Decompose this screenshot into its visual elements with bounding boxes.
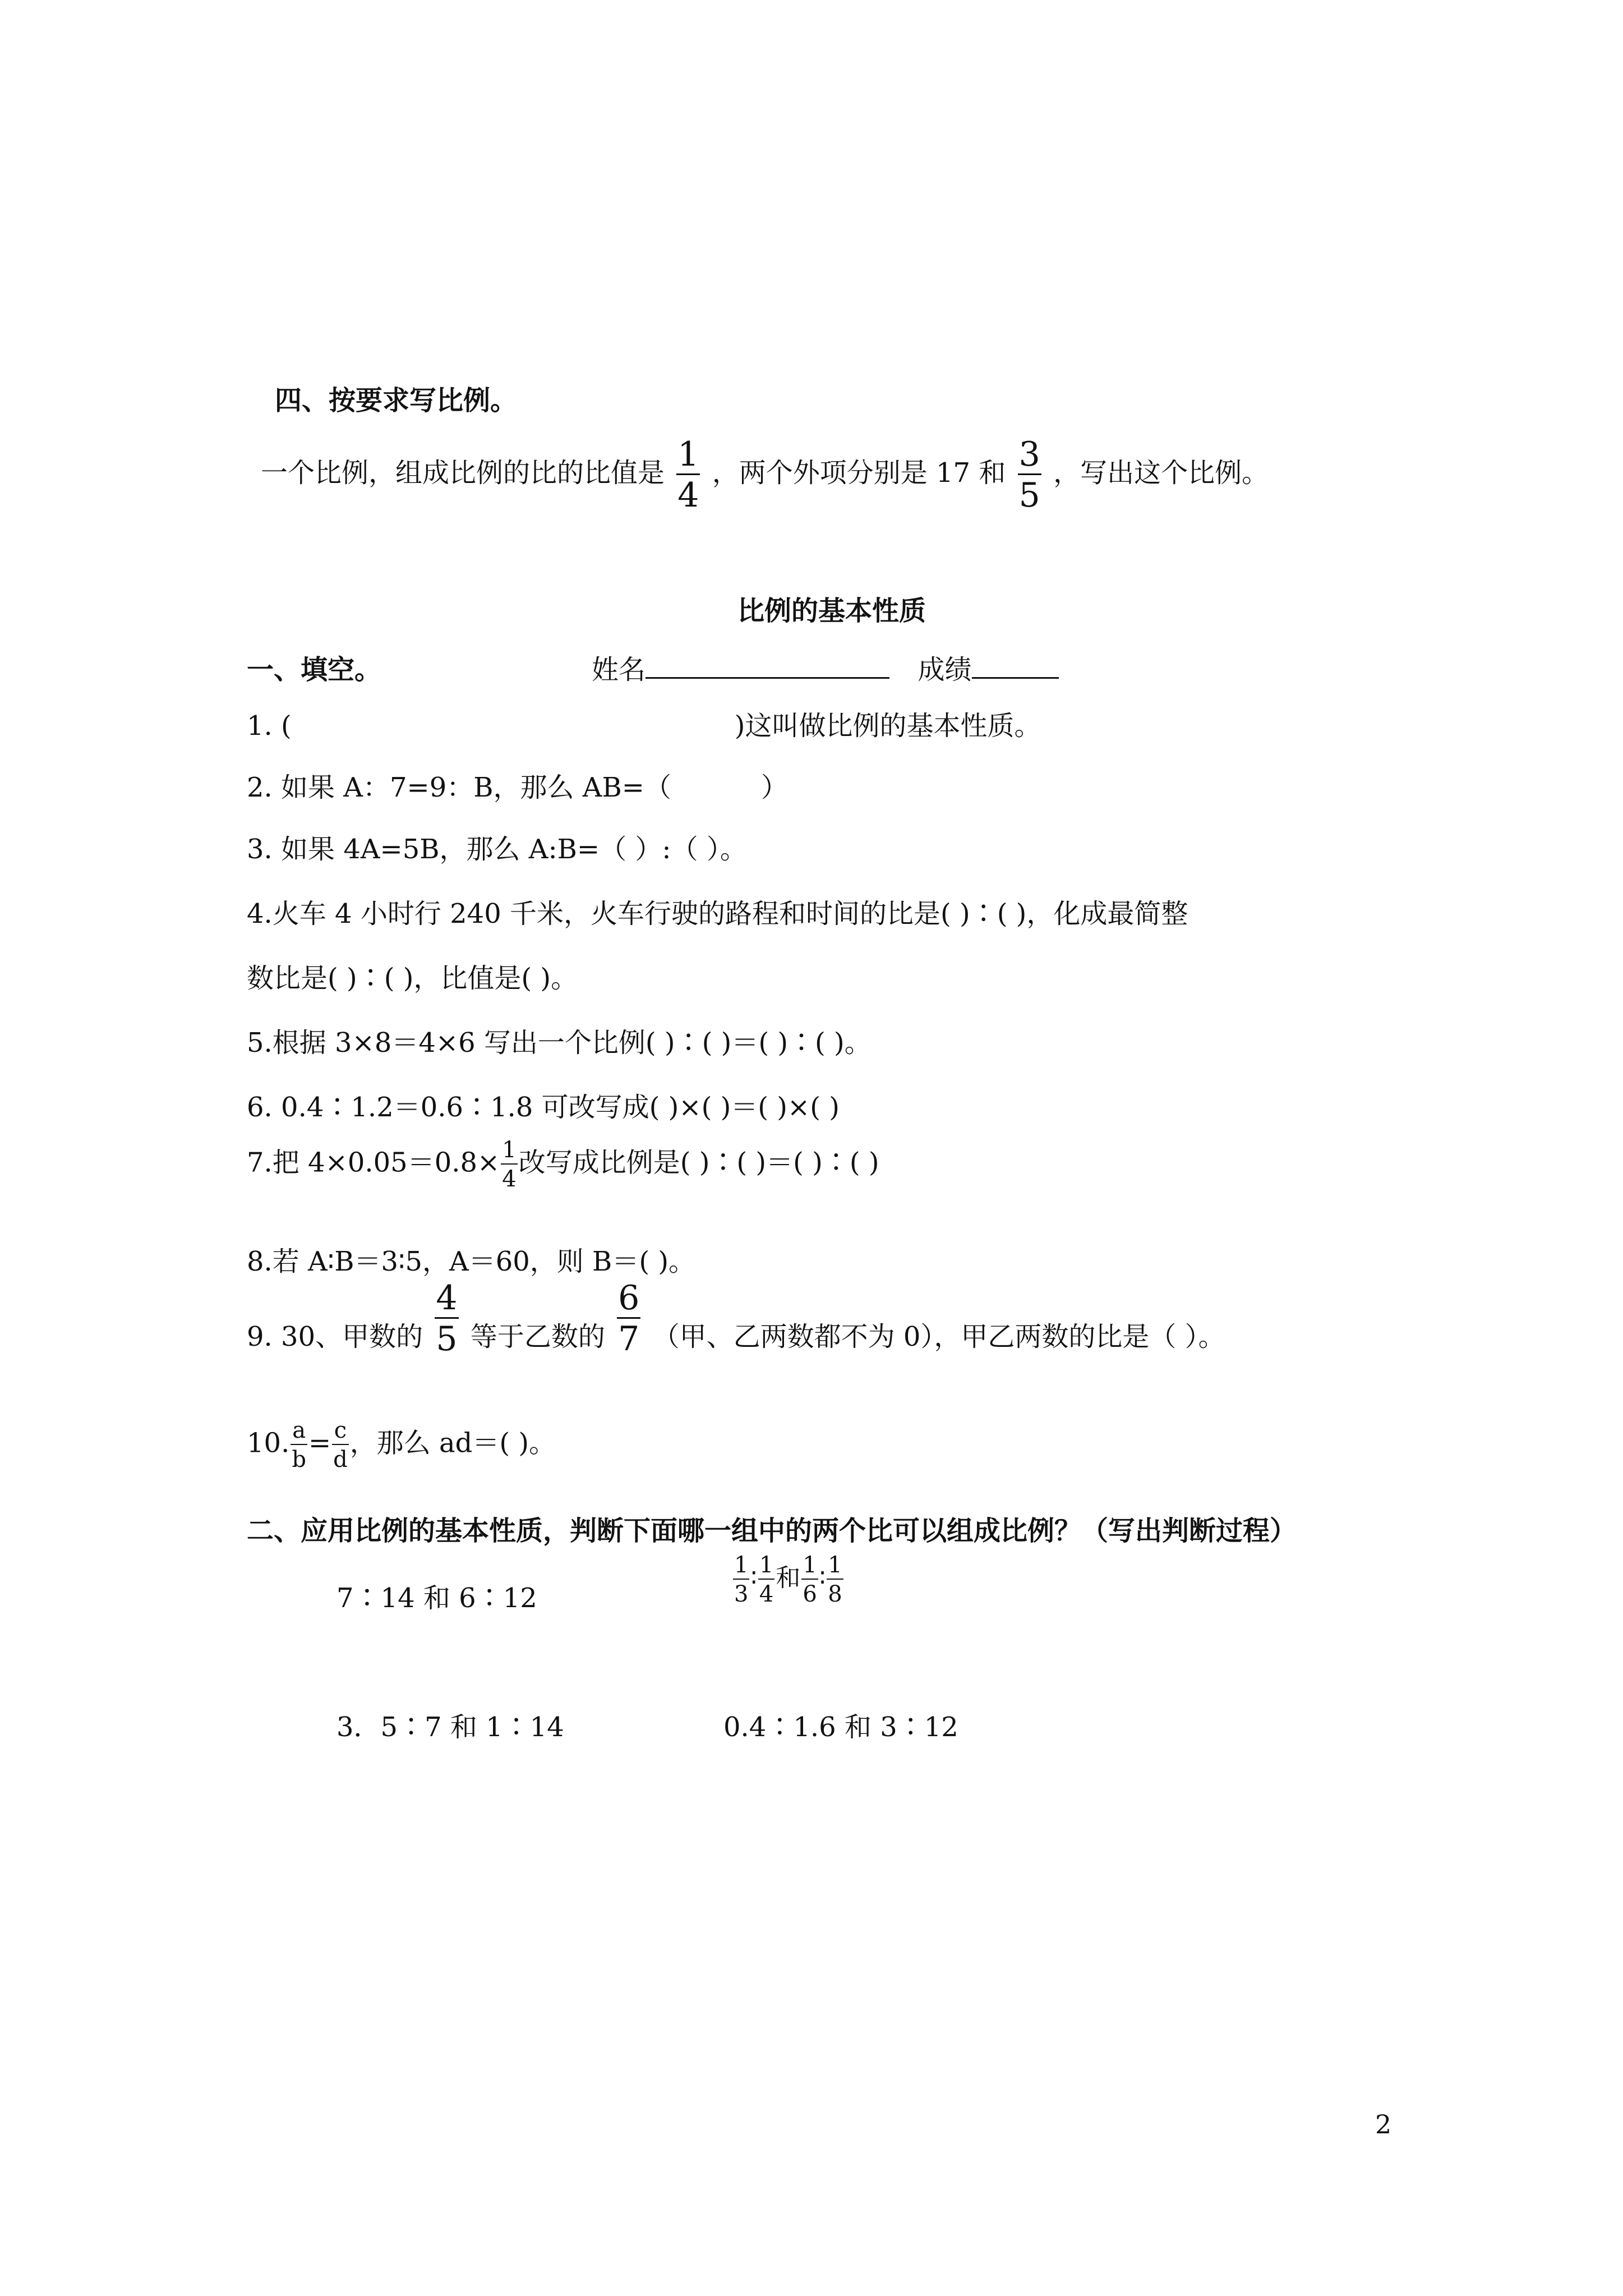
question-7-end: 改写成比例是( )∶( )＝( )∶( ) xyxy=(518,1147,879,1179)
and-word: 和 xyxy=(776,1563,801,1593)
fraction-denominator: 4 xyxy=(758,1579,774,1605)
ratio-pair-4: 0.4∶1.6 和 3∶12 xyxy=(723,1711,958,1743)
question-1-end: )这叫做比例的基本性质。 xyxy=(734,710,1041,742)
part1-heading: 一、填空。 xyxy=(247,654,382,685)
fraction-one-quarter xyxy=(758,1554,774,1605)
ratio-colon: ∶ xyxy=(819,1563,826,1593)
fraction-numerator: c xyxy=(334,1418,347,1443)
question-5: 5.根据 3×8＝4×6 写出一个比例( )∶( )＝( )∶( )。 xyxy=(247,1027,872,1059)
question-6: 6. 0.4∶1.2＝0.6∶1.8 可改写成( )×( )＝( )×( ) xyxy=(247,1092,840,1123)
question-10-end: ，那么 ad＝( )。 xyxy=(349,1427,556,1459)
fraction-denominator: 7 xyxy=(617,1317,640,1356)
name-score-row xyxy=(592,648,1059,687)
ratio-pair-3: 3．5∶7 和 1∶14 xyxy=(336,1711,564,1743)
fraction-denominator: b xyxy=(291,1444,307,1471)
fraction-numerator: 1 xyxy=(803,1552,817,1578)
question-9-end: （甲、乙两数都不为 0），甲乙两数的比是（ ）。 xyxy=(652,1321,1225,1352)
question-7 xyxy=(247,1139,879,1190)
fraction-numerator: 1 xyxy=(734,1552,749,1578)
question-2-end: ） xyxy=(760,772,788,803)
page-title: 比例的基本性质 xyxy=(737,595,926,627)
question-2-start: 2. 如果 A：7=9：B，那么 AB=（ xyxy=(247,772,671,803)
fraction-numerator: a xyxy=(292,1418,306,1443)
fraction-numerator: 1 xyxy=(677,435,699,474)
fraction-one-sixth xyxy=(801,1554,818,1605)
ratio-pair-2 xyxy=(732,1554,845,1605)
question-9-middle: 等于乙数的 xyxy=(470,1321,605,1352)
question-4-line-2: 数比是( )∶( )，比值是( )。 xyxy=(247,963,578,994)
section4-question-text-2: ，两个外项分别是 17 和 xyxy=(712,457,1006,489)
fraction-numerator: 1 xyxy=(759,1552,774,1578)
equals-sign: = xyxy=(308,1427,331,1459)
page-number: 2 xyxy=(1375,2109,1392,2139)
fraction-denominator: 3 xyxy=(733,1579,749,1605)
fraction-numerator: 6 xyxy=(618,1278,640,1318)
name-blank[interactable] xyxy=(645,652,889,679)
fraction-one-eighth xyxy=(827,1554,843,1605)
question-9 xyxy=(247,1278,1225,1376)
fraction-denominator: 4 xyxy=(501,1163,517,1190)
question-7-start: 7.把 4×0.05＝0.8× xyxy=(247,1147,500,1179)
score-blank[interactable] xyxy=(972,652,1059,679)
part2-heading: 二、应用比例的基本性质，判断下面哪一组中的两个比可以组成比例？（写出判断过程） xyxy=(247,1515,1297,1547)
fraction-six-sevenths xyxy=(617,1278,640,1359)
fraction-numerator: 1 xyxy=(502,1137,517,1163)
question-3: 3. 如果 4A=5B，那么 A:B=（ ）:（ ）。 xyxy=(247,834,747,865)
section4-question-text-1: 一个比例，组成比例的比的比值是 xyxy=(261,457,665,489)
question-8: 8.若 A∶B＝3∶5，A＝60，则 B＝( )。 xyxy=(247,1246,696,1277)
fraction-one-quarter xyxy=(501,1139,517,1190)
question-9-start: 9. 30、甲数的 xyxy=(247,1321,423,1352)
fraction-denominator: 4 xyxy=(676,473,700,512)
question-1 xyxy=(247,704,1041,743)
question-10-number: 10. xyxy=(247,1427,290,1459)
question-2 xyxy=(247,766,788,804)
question-4-line-1: 4.火车 4 小时行 240 千米，火车行驶的路程和时间的比是( )∶( )，化成最简整 xyxy=(247,898,1188,930)
fraction-numerator: 4 xyxy=(436,1278,458,1318)
fraction-numerator: 1 xyxy=(828,1552,842,1578)
ratio-pair-1: 7∶14 和 6∶12 xyxy=(336,1582,537,1614)
fraction-one-third xyxy=(733,1554,749,1605)
section4-question-text-3: ，写出这个比例。 xyxy=(1053,457,1269,489)
fraction-three-fifths xyxy=(1018,435,1041,515)
section4-question xyxy=(261,435,1269,515)
fraction-denominator: 8 xyxy=(827,1579,843,1605)
fraction-denominator: 5 xyxy=(1018,473,1041,512)
fraction-denominator: 6 xyxy=(801,1579,818,1605)
fraction-c-over-d xyxy=(332,1419,349,1471)
score-label: 成绩 xyxy=(917,654,972,685)
question-1-start: 1. ( xyxy=(247,710,292,742)
ratio-colon: ∶ xyxy=(750,1563,757,1593)
fraction-numerator: 3 xyxy=(1018,435,1040,474)
question-10 xyxy=(247,1419,556,1471)
section4-heading: 四、按要求写比例。 xyxy=(275,385,518,416)
fraction-four-fifths xyxy=(435,1278,458,1359)
fraction-one-quarter xyxy=(676,435,700,515)
name-label: 姓名 xyxy=(592,654,646,685)
fraction-denominator: 5 xyxy=(435,1317,458,1356)
fraction-a-over-b xyxy=(291,1419,307,1471)
fraction-denominator: d xyxy=(332,1444,349,1471)
